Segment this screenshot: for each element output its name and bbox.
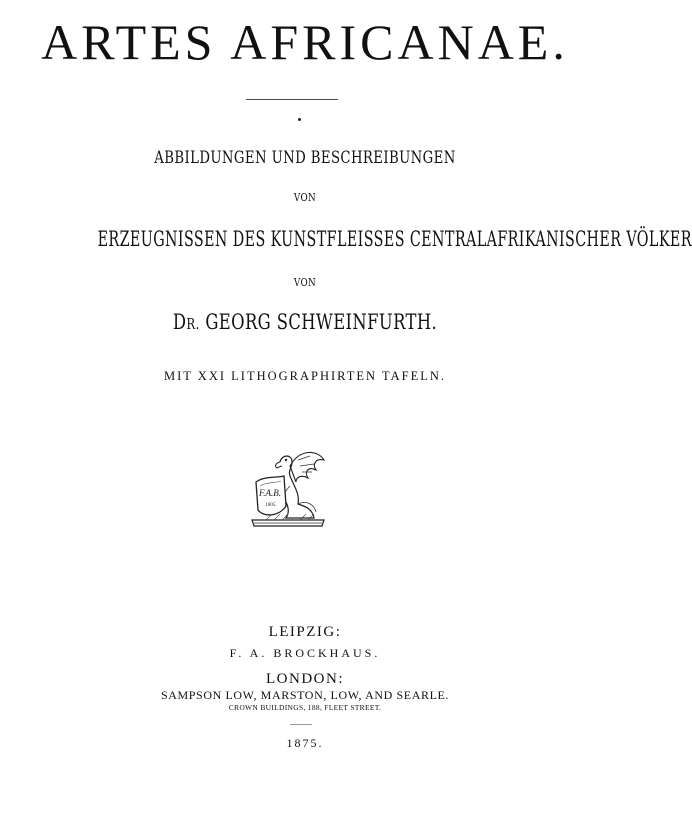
vignette-monogram-year: 1805. [265, 503, 277, 508]
year-rule [290, 724, 312, 725]
book-title: ARTES AFRICANAE. [41, 14, 569, 70]
subtitle: ABBILDUNGEN UND BESCHREIBUNGEN [154, 148, 456, 168]
author-name: GEORG SCHWEINFURTH. [199, 310, 438, 334]
ornament-dot [298, 118, 301, 121]
vignette-monogram: F.A.B. [258, 488, 282, 498]
publisher-sampson-low: SAMPSON LOW, MARSTON, LOW, AND SEARLE. [160, 688, 450, 702]
publication-year: 1875. [286, 736, 324, 750]
author-line [67, 310, 543, 334]
title-rule [246, 99, 338, 100]
subtitle-products: ERZEUGNISSEN DES KUNSTFLEISSES CENTRALAFRIKANISCHER VÖLKER [97, 227, 692, 251]
von-second: VON [293, 276, 317, 289]
city-london: LONDON: [266, 671, 344, 687]
city-leipzig: LEIPZIG: [268, 624, 342, 640]
author-prefix-small: R. [186, 315, 200, 333]
plates-note: MIT XXI LITHOGRAPHIRTEN TAFELN. [164, 369, 446, 383]
griffin-shield-icon [246, 446, 328, 530]
author-prefix: D [172, 310, 187, 334]
publisher-address: CROWN BUILDINGS, 188, FLEET STREET. [228, 703, 382, 712]
von-first: VON [293, 191, 317, 204]
publisher-brockhaus: F. A. BROCKHAUS. [229, 646, 381, 660]
